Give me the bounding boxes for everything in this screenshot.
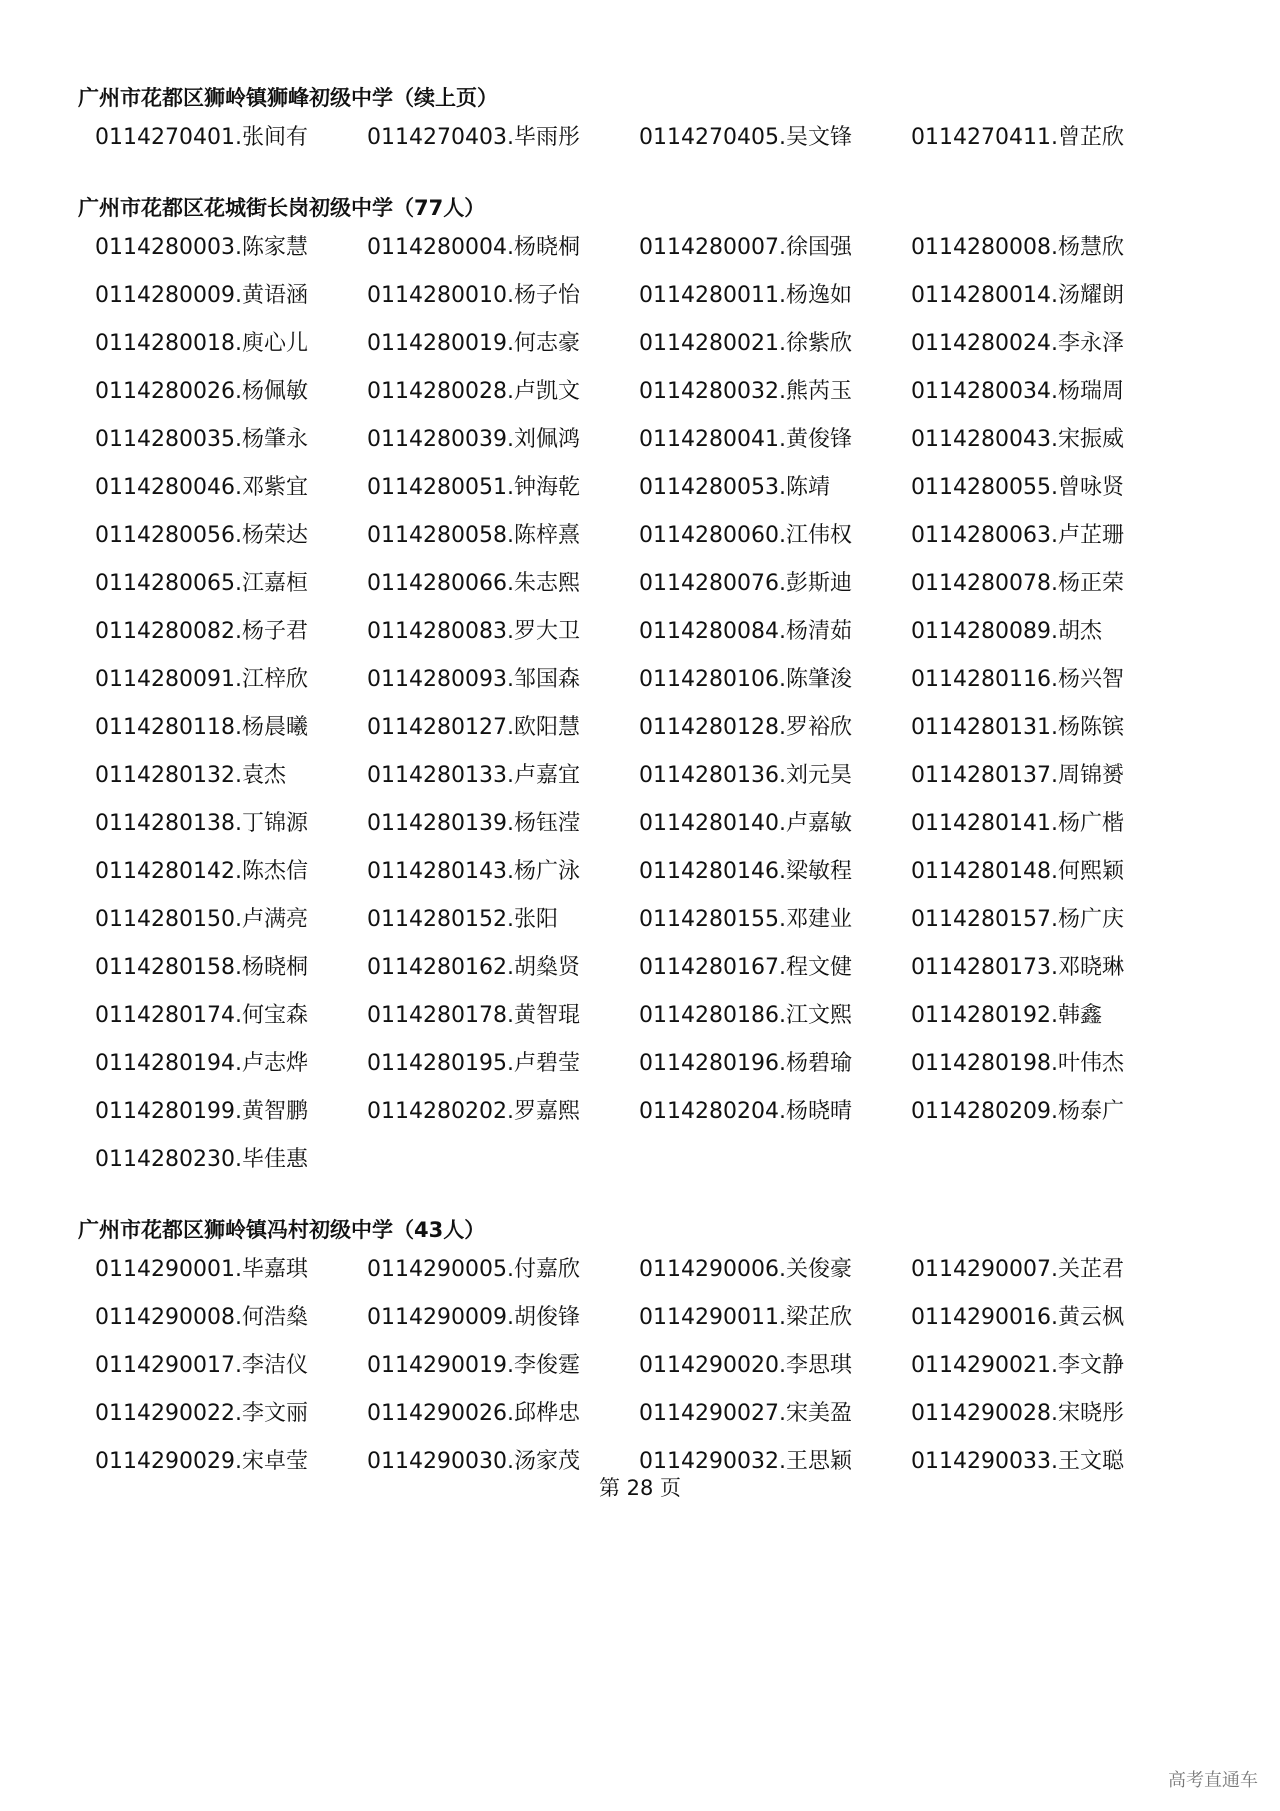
student-entry: 0114280194.卢志烨 xyxy=(95,1051,308,1076)
student-entry: 0114290022.李文丽 xyxy=(95,1401,308,1426)
student-entry: 0114290017.李洁仪 xyxy=(95,1353,308,1378)
student-entry: 0114280198.叶伟杰 xyxy=(911,1051,1124,1076)
student-entry: 0114280155.邓建业 xyxy=(639,907,852,932)
student-entry: 0114280118.杨晨曦 xyxy=(95,715,308,740)
student-entry: 0114290032.王思颖 xyxy=(639,1449,852,1474)
student-entry: 0114290008.何浩燊 xyxy=(95,1305,308,1330)
student-entry: 0114280131.杨陈镔 xyxy=(911,715,1124,740)
student-entry: 0114280041.黄俊锋 xyxy=(639,427,852,452)
student-entry: 0114290016.黄云枫 xyxy=(911,1305,1124,1330)
student-entry: 0114280056.杨荣达 xyxy=(95,523,308,548)
student-entry: 0114290007.关芷君 xyxy=(911,1257,1124,1282)
student-entry: 0114280055.曾咏贤 xyxy=(911,475,1124,500)
student-entry: 0114270411.曾芷欣 xyxy=(911,125,1124,150)
student-entry: 0114290029.宋卓莹 xyxy=(95,1449,308,1474)
student-list xyxy=(95,1256,1198,1496)
student-list xyxy=(95,234,1198,1194)
student-entry: 0114290033.王文聪 xyxy=(911,1449,1124,1474)
student-entry: 0114270403.毕雨彤 xyxy=(367,125,580,150)
student-entry: 0114280082.杨子君 xyxy=(95,619,308,644)
student-entry: 0114280058.陈梓熹 xyxy=(367,523,580,548)
student-entry: 0114280140.卢嘉敏 xyxy=(639,811,852,836)
student-entry: 0114290020.李思琪 xyxy=(639,1353,852,1378)
student-entry: 0114270401.张间有 xyxy=(95,125,308,150)
student-entry: 0114280158.杨晓桐 xyxy=(95,955,308,980)
student-entry: 0114290021.李文静 xyxy=(911,1353,1124,1378)
student-entry: 0114280035.杨肇永 xyxy=(95,427,308,452)
student-entry: 0114290019.李俊霆 xyxy=(367,1353,580,1378)
student-entry: 0114280039.刘佩鸿 xyxy=(367,427,580,452)
student-entry: 0114280195.卢碧莹 xyxy=(367,1051,580,1076)
student-entry: 0114280230.毕佳惠 xyxy=(95,1147,308,1172)
student-entry: 0114280043.宋振威 xyxy=(911,427,1124,452)
student-entry: 0114280127.欧阳慧 xyxy=(367,715,580,740)
student-entry: 0114280018.庾心儿 xyxy=(95,331,308,356)
student-entry: 0114280091.江梓欣 xyxy=(95,667,308,692)
student-entry: 0114280011.杨逸如 xyxy=(639,283,852,308)
student-entry: 0114280146.梁敏程 xyxy=(639,859,852,884)
watermark-text: 高考直通车 xyxy=(1168,1770,1258,1791)
student-entry: 0114290005.付嘉欣 xyxy=(367,1257,580,1282)
student-entry: 0114280150.卢满亮 xyxy=(95,907,308,932)
student-entry: 0114280084.杨清茹 xyxy=(639,619,852,644)
student-entry: 0114290011.梁芷欣 xyxy=(639,1305,852,1330)
student-entry: 0114280202.罗嘉熙 xyxy=(367,1099,580,1124)
student-entry: 0114280174.何宝森 xyxy=(95,1003,308,1028)
student-entry: 0114280026.杨佩敏 xyxy=(95,379,308,404)
student-entry: 0114280167.程文健 xyxy=(639,955,852,980)
student-entry: 0114280173.邓晓琳 xyxy=(911,955,1124,980)
student-entry: 0114280192.韩鑫 xyxy=(911,1003,1102,1028)
student-entry: 0114280139.杨钰滢 xyxy=(367,811,580,836)
student-entry: 0114280138.丁锦源 xyxy=(95,811,308,836)
student-entry: 0114280076.彭斯迪 xyxy=(639,571,852,596)
student-entry: 0114290001.毕嘉琪 xyxy=(95,1257,308,1282)
student-entry: 0114280053.陈靖 xyxy=(639,475,830,500)
student-entry: 0114280162.胡燊贤 xyxy=(367,955,580,980)
student-entry: 0114280204.杨晓晴 xyxy=(639,1099,852,1124)
student-entry: 0114280032.熊芮玉 xyxy=(639,379,852,404)
student-entry: 0114280066.朱志熙 xyxy=(367,571,580,596)
student-entry: 0114280157.杨广庆 xyxy=(911,907,1124,932)
student-entry: 0114280008.杨慧欣 xyxy=(911,235,1124,260)
student-entry: 0114280136.刘元昊 xyxy=(639,763,852,788)
student-entry: 0114280034.杨瑞周 xyxy=(911,379,1124,404)
student-entry: 0114280014.汤耀朗 xyxy=(911,283,1124,308)
student-entry: 0114280133.卢嘉宜 xyxy=(367,763,580,788)
student-entry: 0114280209.杨泰广 xyxy=(911,1099,1124,1124)
student-entry: 0114270405.吴文锋 xyxy=(639,125,852,150)
student-entry: 0114280186.江文熙 xyxy=(639,1003,852,1028)
student-entry: 0114280128.罗裕欣 xyxy=(639,715,852,740)
student-entry: 0114290030.汤家茂 xyxy=(367,1449,580,1474)
student-entry: 0114280051.钟海乾 xyxy=(367,475,580,500)
student-entry: 0114280116.杨兴智 xyxy=(911,667,1124,692)
student-entry: 0114280004.杨晓桐 xyxy=(367,235,580,260)
student-entry: 0114280019.何志豪 xyxy=(367,331,580,356)
student-entry: 0114280009.黄语涵 xyxy=(95,283,308,308)
student-list xyxy=(95,124,1198,172)
student-entry: 0114280078.杨正荣 xyxy=(911,571,1124,596)
student-entry: 0114280137.周锦赟 xyxy=(911,763,1124,788)
student-entry: 0114280199.黄智鹏 xyxy=(95,1099,308,1124)
student-entry: 0114280083.罗大卫 xyxy=(367,619,580,644)
student-entry: 0114280060.江伟权 xyxy=(639,523,852,548)
section-title: 广州市花都区花城街长岗初级中学（77人） xyxy=(78,196,486,220)
student-entry: 0114280132.袁杰 xyxy=(95,763,286,788)
student-entry: 0114280196.杨碧瑜 xyxy=(639,1051,852,1076)
student-entry: 0114290027.宋美盈 xyxy=(639,1401,852,1426)
page-number: 第 28 页 xyxy=(598,1476,682,1500)
student-entry: 0114290006.关俊豪 xyxy=(639,1257,852,1282)
student-entry: 0114280007.徐国强 xyxy=(639,235,852,260)
student-entry: 0114280010.杨子怡 xyxy=(367,283,580,308)
document-content xyxy=(78,84,1198,1518)
student-entry: 0114280046.邓紫宜 xyxy=(95,475,308,500)
student-entry: 0114280065.江嘉桓 xyxy=(95,571,308,596)
section-title: 广州市花都区狮岭镇冯村初级中学（43人） xyxy=(78,1218,486,1242)
student-entry: 0114280063.卢芷珊 xyxy=(911,523,1124,548)
student-entry: 0114280152.张阳 xyxy=(367,907,558,932)
student-entry: 0114280106.陈肇浚 xyxy=(639,667,852,692)
student-entry: 0114290028.宋晓彤 xyxy=(911,1401,1124,1426)
student-entry: 0114280003.陈家慧 xyxy=(95,235,308,260)
student-entry: 0114280021.徐紫欣 xyxy=(639,331,852,356)
student-entry: 0114290009.胡俊锋 xyxy=(367,1305,580,1330)
student-entry: 0114280141.杨广楷 xyxy=(911,811,1124,836)
student-entry: 0114280142.陈杰信 xyxy=(95,859,308,884)
student-entry: 0114280093.邹国森 xyxy=(367,667,580,692)
student-entry: 0114280024.李永泽 xyxy=(911,331,1124,356)
student-entry: 0114280089.胡杰 xyxy=(911,619,1102,644)
student-entry: 0114280178.黄智琨 xyxy=(367,1003,580,1028)
student-entry: 0114280148.何熙颖 xyxy=(911,859,1124,884)
section-title: 广州市花都区狮岭镇狮峰初级中学（续上页） xyxy=(78,86,498,110)
student-entry: 0114280143.杨广泳 xyxy=(367,859,580,884)
student-entry: 0114280028.卢凯文 xyxy=(367,379,580,404)
student-entry: 0114290026.邱桦忠 xyxy=(367,1401,580,1426)
